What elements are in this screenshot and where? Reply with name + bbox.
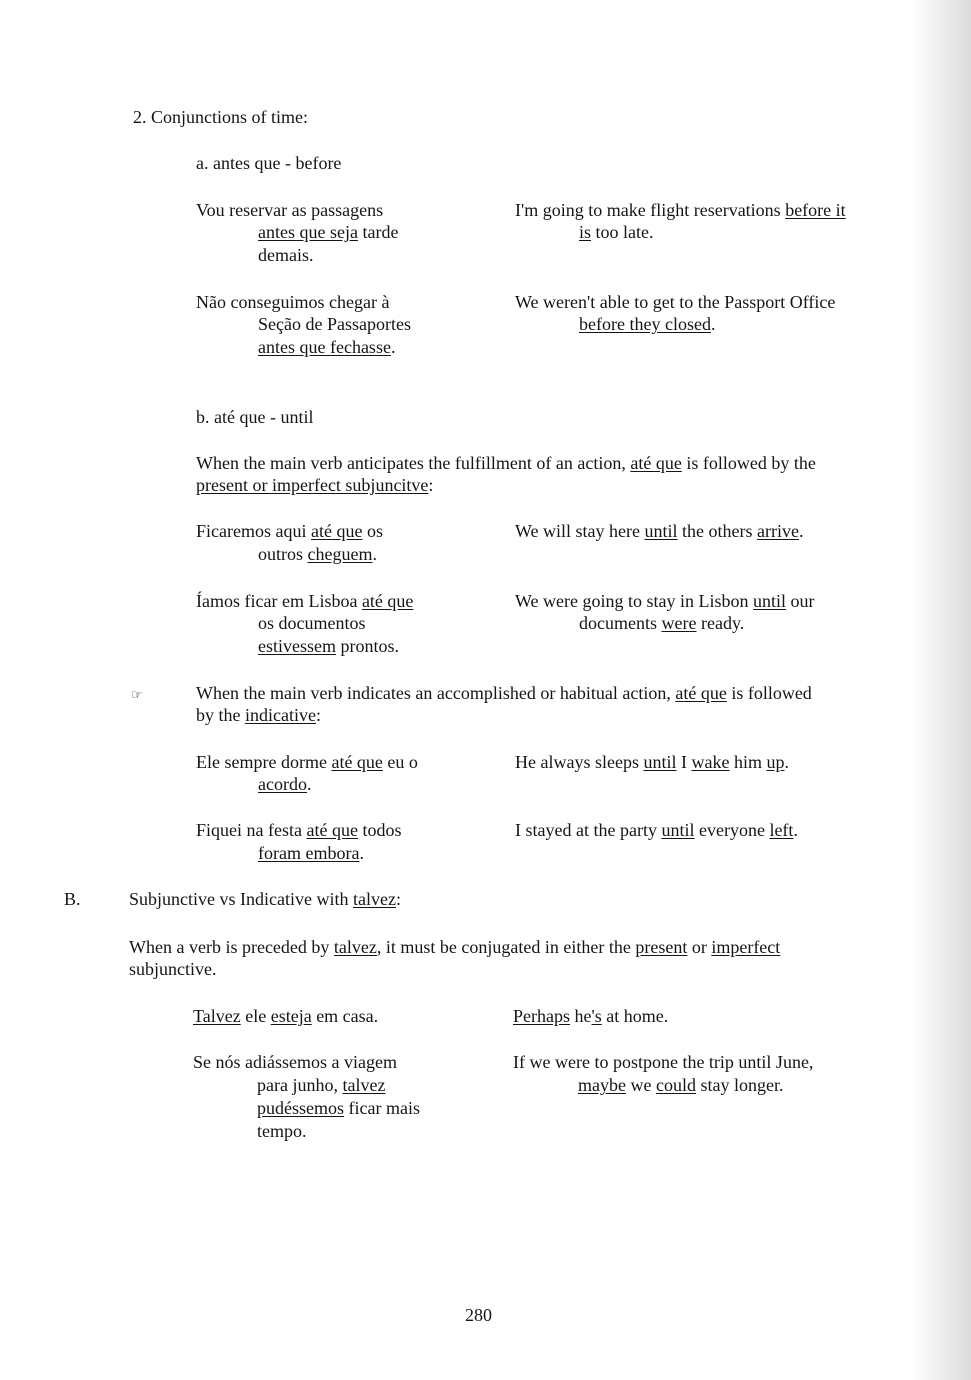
example-en: maybe we could stay longer.: [578, 1075, 784, 1095]
example-pt: para junho, talvez: [257, 1075, 386, 1095]
example-pt: antes que fechasse.: [258, 337, 396, 357]
example-pt: Não conseguimos chegar à: [196, 292, 390, 312]
example-pt: outros cheguem.: [258, 544, 377, 564]
example-pt: Ele sempre dorme até que eu o: [196, 752, 418, 772]
rule-text: When a verb is preceded by talvez, it must be conjugated in either the present or imperfect: [129, 937, 781, 957]
page-number: 280: [465, 1305, 492, 1325]
section-letter: B.: [64, 889, 81, 909]
example-pt: Ficaremos aqui até que os: [196, 521, 383, 541]
example-en: I'm going to make flight reservations before it: [515, 200, 846, 220]
example-pt: Íamos ficar em Lisboa até que: [196, 591, 414, 611]
example-pt: demais.: [258, 245, 314, 265]
example-en: I stayed at the party until everyone left.: [515, 820, 798, 840]
pointing-hand-icon: ☞: [131, 688, 143, 703]
example-en: He always sleeps until I wake him up.: [515, 752, 789, 772]
example-en: documents were ready.: [579, 613, 745, 633]
section-heading: 2. Conjunctions of time:: [133, 107, 308, 127]
example-pt: antes que seja tarde: [258, 222, 399, 242]
note-text: by the indicative:: [196, 705, 321, 725]
example-pt: pudéssemos ficar mais: [257, 1098, 420, 1118]
example-en: Perhaps he's at home.: [513, 1006, 669, 1026]
subsection-b-heading: b. até que - until: [196, 407, 314, 427]
example-pt: foram embora.: [258, 843, 364, 863]
example-en: We will stay here until the others arrive.: [515, 521, 804, 541]
rule-text: When the main verb anticipates the fulfillment of an action, até que is followed by the: [196, 453, 816, 473]
example-pt: Talvez ele esteja em casa.: [193, 1006, 379, 1026]
subsection-a-heading: a. antes que - before: [196, 153, 342, 173]
example-pt: os documentos: [258, 613, 366, 633]
example-en: We weren't able to get to the Passport Office: [515, 292, 836, 312]
example-en: If we were to postpone the trip until June,: [513, 1052, 814, 1072]
example-pt: estivessem prontos.: [258, 636, 399, 656]
example-pt: Se nós adiássemos a viagem: [193, 1052, 397, 1072]
example-pt: Fiquei na festa até que todos: [196, 820, 402, 840]
rule-text: present or imperfect subjuncitve:: [196, 475, 434, 495]
example-pt: Vou reservar as passagens: [196, 200, 384, 220]
note-text: When the main verb indicates an accomplished or habitual action, até que is followed: [196, 683, 812, 703]
example-en: We were going to stay in Lisbon until our: [515, 591, 815, 611]
example-pt: tempo.: [257, 1121, 307, 1141]
example-pt: acordo.: [258, 774, 312, 794]
example-pt: Seção de Passaportes: [258, 314, 411, 334]
page-edge-shadow: [911, 0, 971, 1380]
example-en: before they closed.: [579, 314, 716, 334]
section-title: Subjunctive vs Indicative with talvez:: [129, 889, 401, 909]
example-en: is too late.: [579, 222, 654, 242]
rule-text: subjunctive.: [129, 959, 217, 979]
